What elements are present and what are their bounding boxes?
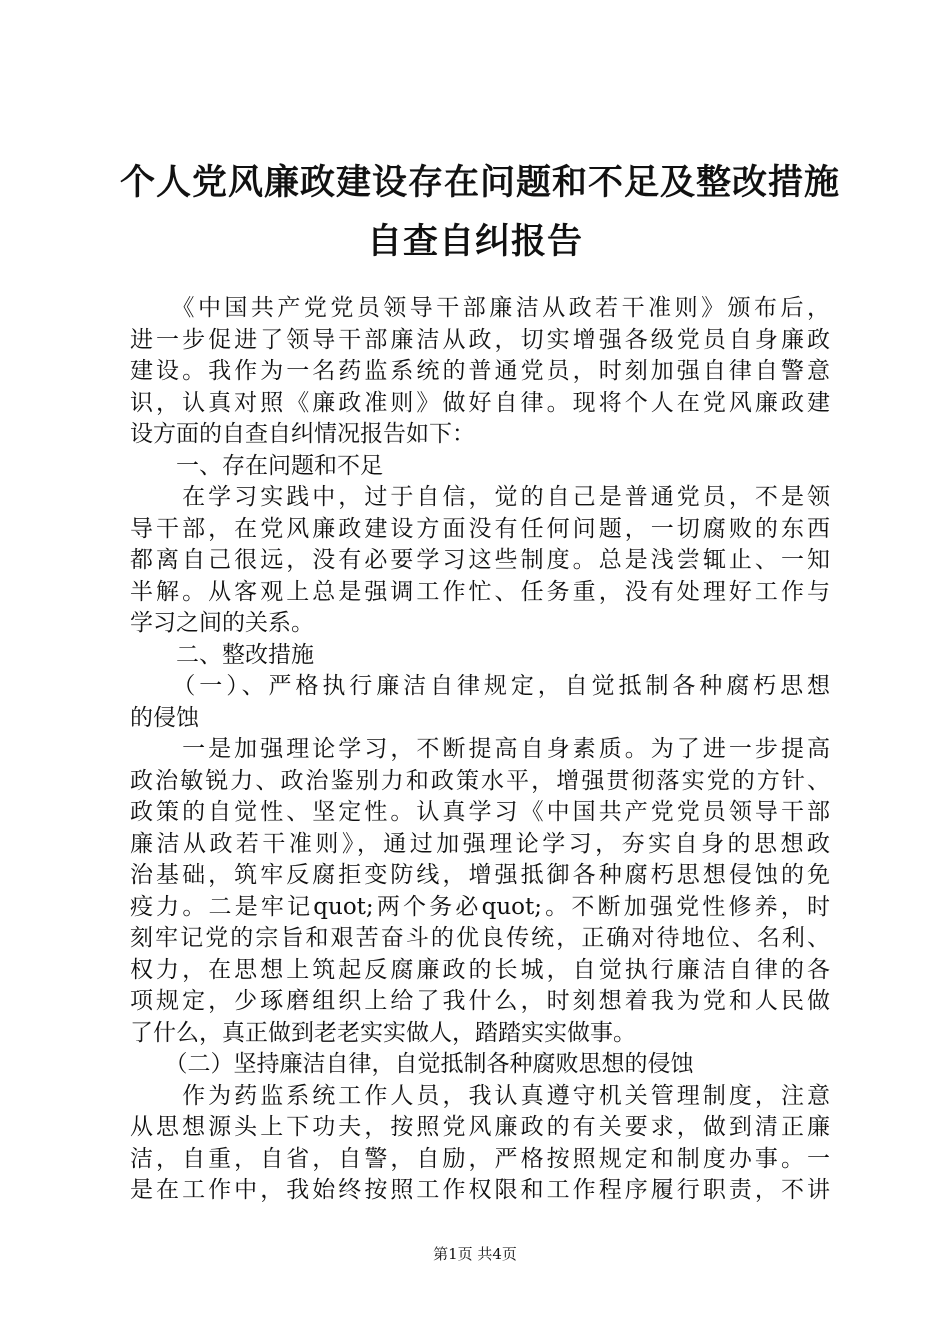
body-line: 建设。我作为一名药监系统的普通党员，时刻加强自律自警意 bbox=[130, 358, 830, 384]
body-line: 半解。从客观上总是强调工作忙、任务重，没有处理好工作与 bbox=[130, 578, 830, 605]
body-line: 项规定，少琢磨组织上给了我什么，时刻想着我为党和人民做 bbox=[130, 988, 830, 1014]
body-line: 从思想源头上下功夫，按照党风廉政的有关要求，做到清正廉 bbox=[130, 1114, 830, 1140]
body-line: 设方面的自查自纠情况报告如下： bbox=[130, 421, 475, 447]
body-line: 导干部，在党风廉政建设方面没有任何问题，一切腐败的东西 bbox=[130, 515, 830, 542]
body-line: （二）坚持廉洁自律，自觉抵制各种腐败思想的侵蚀 bbox=[130, 1051, 694, 1077]
body-line: 的侵蚀 bbox=[130, 704, 199, 731]
body-line: 一、存在问题和不足 bbox=[130, 452, 383, 479]
body-line: 治基础，筑牢反腐拒变防线，增强抵御各种腐朽思想侵蚀的免 bbox=[130, 862, 830, 888]
body-line: 二、整改措施 bbox=[130, 641, 314, 668]
body-line: 廉洁从政若干准则》，通过加强理论学习，夯实自身的思想政 bbox=[130, 830, 830, 857]
page-footer: 第1页 共4页 bbox=[433, 1245, 517, 1263]
document-title-line-1: 个人党风廉政建设存在问题和不足及整改措施 bbox=[120, 162, 841, 203]
document-body bbox=[130, 293, 830, 1207]
body-line: 洁，自重，自省，自警，自励，严格按照规定和制度办事。一 bbox=[130, 1145, 830, 1172]
body-line: 作为药监系统工作人员，我认真遵守机关管理制度，注意 bbox=[130, 1082, 830, 1109]
body-line: 都离自己很远，没有必要学习这些制度。总是浅尝辄止、一知 bbox=[130, 547, 830, 573]
body-line: 在学习实践中，过于自信，觉的自己是普通党员，不是领 bbox=[130, 484, 830, 510]
body-line: 政策的自觉性、坚定性。认真学习《中国共产党党员领导干部 bbox=[130, 799, 830, 825]
body-line: 权力，在思想上筑起反腐廉政的长城，自觉执行廉洁自律的各 bbox=[130, 956, 830, 983]
body-line: 刻牢记党的宗旨和艰苦奋斗的优良传统，正确对待地位、名利、 bbox=[130, 925, 830, 951]
body-line: 《中国共产党党员领导干部廉洁从政若干准则》颁布后， bbox=[130, 295, 830, 321]
body-line: 进一步促进了领导干部廉洁从政，切实增强各级党员自身廉政 bbox=[130, 326, 830, 353]
body-line: 是在工作中，我始终按照工作权限和工作程序履行职责，不讲 bbox=[130, 1177, 830, 1203]
body-line: 学习之间的关系。 bbox=[130, 610, 314, 636]
body-line: 一是加强理论学习，不断提高自身素质。为了进一步提高 bbox=[130, 736, 830, 762]
body-line: 政治敏锐力、政治鉴别力和政策水平，增强贯彻落实党的方针、 bbox=[130, 767, 830, 794]
body-line: 了什么，真正做到老老实实做人，踏踏实实做事。 bbox=[130, 1019, 636, 1046]
body-line: 疫力。二是牢记quot;两个务必quot;。不断加强党性修养，时 bbox=[130, 893, 830, 920]
body-line: （一）、严格执行廉洁自律规定，自觉抵制各种腐朽思想 bbox=[130, 673, 830, 699]
body-line: 识，认真对照《廉政准则》做好自律。现将个人在党风廉政建 bbox=[130, 389, 830, 416]
document-title-line-2: 自查自纠报告 bbox=[366, 221, 583, 262]
